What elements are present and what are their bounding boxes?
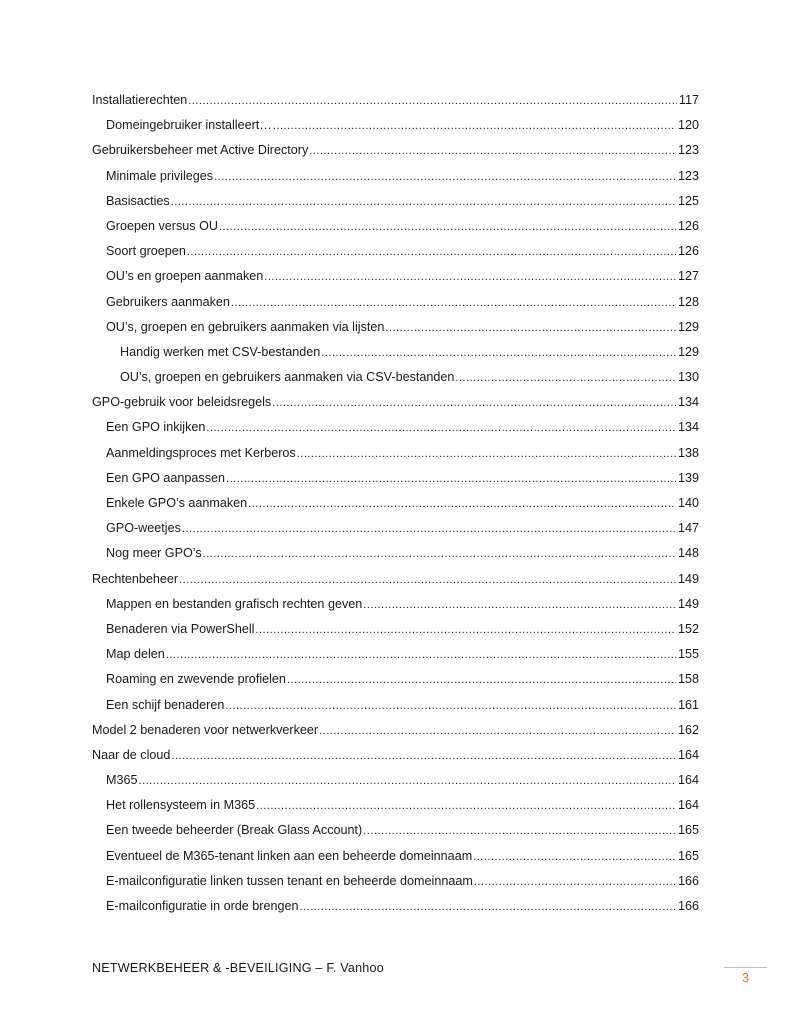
- dot-leader: [225, 694, 676, 719]
- dot-leader: [273, 114, 676, 139]
- toc-entry[interactable]: [92, 894, 699, 919]
- toc-entry-page: 164: [677, 798, 699, 813]
- toc-entry-page: 155: [677, 647, 699, 662]
- toc-entry-title: GPO-gebruik voor beleidsregels: [92, 395, 272, 410]
- toc-entry-page: 166: [677, 873, 699, 888]
- toc-entry[interactable]: [92, 390, 699, 415]
- toc-entry-title: Mappen en bestanden grafisch rechten geven: [106, 596, 363, 611]
- dot-leader: [219, 215, 676, 240]
- dot-leader: [473, 845, 676, 870]
- toc-entry-title: Roaming en zwevende profielen: [106, 672, 286, 687]
- toc-entry[interactable]: [92, 365, 699, 390]
- dot-leader: [474, 870, 676, 895]
- dot-leader: [455, 366, 676, 391]
- toc-entry-page: 166: [677, 899, 699, 913]
- page-number: 3: [741, 971, 749, 985]
- toc-entry-title: Naar de cloud: [92, 747, 171, 762]
- toc-entry-title: Enkele GPO’s aanmaken: [106, 496, 248, 510]
- toc-entry-title: Eventueel de M365-tenant linken aan een beheerde domeinnaam: [106, 848, 473, 863]
- toc-entry-page: 165: [677, 848, 699, 863]
- toc-entry-title: Model 2 benaderen voor netwerkverkeer: [92, 722, 319, 737]
- toc-entry[interactable]: [92, 164, 699, 189]
- dot-leader: [297, 442, 676, 467]
- toc-entry-title: OU’s, groepen en gebruikers aanmaken via lijsten: [106, 319, 385, 334]
- toc-entry-page: 140: [677, 496, 699, 510]
- toc-entry-title: Een GPO inkijken: [106, 420, 206, 435]
- toc-entry-page: 138: [677, 445, 699, 460]
- toc-entry-page: 149: [677, 596, 699, 611]
- dot-leader: [264, 265, 676, 290]
- toc-entry-page: 164: [677, 747, 699, 762]
- toc-entry[interactable]: [92, 768, 699, 793]
- dot-leader: [319, 719, 676, 744]
- toc-entry-page: 134: [677, 420, 699, 435]
- toc-entry-title: M365: [106, 773, 138, 788]
- toc-entry-page: 130: [677, 370, 699, 385]
- footer-divider: [724, 967, 767, 968]
- toc-entry-page: 149: [677, 571, 699, 586]
- toc-entry-page: 161: [677, 697, 699, 712]
- dot-leader: [166, 643, 676, 668]
- dot-leader: [287, 668, 676, 693]
- toc-entry-title: Map delen: [106, 647, 165, 662]
- dot-leader: [171, 744, 676, 769]
- toc-entry-title: Groepen versus OU: [106, 218, 218, 233]
- toc-entry-page: 127: [677, 269, 699, 284]
- toc-entry-page: 139: [677, 470, 699, 485]
- toc-entry[interactable]: [92, 138, 699, 163]
- toc-entry-page: 147: [677, 521, 699, 536]
- toc-entry-page: 129: [677, 344, 699, 359]
- toc-entry-title: Basisacties: [106, 193, 170, 208]
- dot-leader: [300, 895, 676, 920]
- toc-entry-title: Installatierechten: [92, 93, 188, 107]
- toc-entry-page: 165: [677, 823, 699, 838]
- toc-entry-title: Het rollensysteem in M365: [106, 798, 256, 813]
- toc-entry[interactable]: [92, 844, 699, 869]
- table-of-contents: [92, 88, 699, 919]
- toc-entry[interactable]: [92, 693, 699, 718]
- toc-entry-page: 164: [677, 773, 699, 788]
- toc-entry-title: Rechtenbeheer: [92, 571, 179, 586]
- toc-entry-page: 117: [678, 93, 699, 107]
- toc-entry[interactable]: [92, 113, 699, 138]
- toc-entry[interactable]: [92, 642, 699, 667]
- toc-entry[interactable]: [92, 491, 699, 516]
- dot-leader: [203, 542, 676, 567]
- toc-entry-page: 128: [677, 294, 699, 309]
- toc-entry[interactable]: [92, 466, 699, 491]
- toc-entry-page: 126: [677, 244, 699, 259]
- toc-entry-page: 123: [677, 143, 699, 158]
- toc-entry-title: Soort groepen: [106, 244, 186, 259]
- toc-entry-page: 152: [677, 621, 699, 636]
- dot-leader: [309, 139, 676, 164]
- toc-entry[interactable]: [92, 264, 699, 289]
- dot-leader: [188, 89, 677, 114]
- toc-entry-title: Gebruikers aanmaken: [106, 294, 230, 309]
- toc-entry[interactable]: [92, 541, 699, 566]
- toc-entry-title: Aanmeldingsproces met Kerberos: [106, 445, 296, 460]
- toc-entry-page: 123: [677, 168, 699, 183]
- toc-entry[interactable]: [92, 214, 699, 239]
- toc-entry-page: 120: [677, 118, 699, 133]
- toc-entry[interactable]: [92, 793, 699, 818]
- toc-entry-title: Benaderen via PowerShell: [106, 621, 255, 636]
- toc-entry[interactable]: [92, 239, 699, 264]
- toc-entry-page: 126: [677, 218, 699, 233]
- toc-entry[interactable]: [92, 567, 699, 592]
- dot-leader: [206, 416, 676, 441]
- dot-leader: [226, 467, 676, 492]
- dot-leader: [385, 316, 676, 341]
- dot-leader: [139, 769, 676, 794]
- toc-entry-page: 134: [677, 395, 699, 410]
- footer-title: NETWERKBEHEER & -BEVEILIGING – F. Vanhoo: [92, 961, 384, 975]
- toc-entry-title: GPO-weetjes: [106, 521, 181, 536]
- toc-entry[interactable]: [92, 667, 699, 692]
- toc-entry-title: Een GPO aanpassen: [106, 470, 226, 485]
- toc-entry-page: 148: [677, 546, 699, 561]
- toc-entry-title: Nog meer GPO’s: [106, 546, 202, 561]
- toc-entry[interactable]: [92, 290, 699, 315]
- dot-leader: [272, 391, 676, 416]
- dot-leader: [363, 593, 676, 618]
- toc-entry-title: Domeingebruiker installeert…: [106, 118, 272, 133]
- dot-leader: [255, 618, 676, 643]
- toc-entry[interactable]: [92, 441, 699, 466]
- dot-leader: [363, 819, 676, 844]
- dot-leader: [321, 341, 676, 366]
- dot-leader: [187, 240, 676, 265]
- toc-entry-page: 125: [677, 193, 699, 208]
- toc-entry-title: Handig werken met CSV-bestanden: [120, 344, 321, 359]
- toc-entry-title: E-mailconfiguratie linken tussen tenant en beheerde domeinnaam: [106, 873, 473, 888]
- dot-leader: [248, 492, 676, 517]
- toc-entry-title: Een tweede beheerder (Break Glass Account): [106, 823, 363, 838]
- toc-entry-title: OU’s, groepen en gebruikers aanmaken via CSV-bestanden: [120, 370, 455, 385]
- toc-entry[interactable]: [92, 189, 699, 214]
- toc-entry[interactable]: [92, 617, 699, 642]
- toc-entry-page: 129: [677, 319, 699, 334]
- toc-entry-title: OU’s en groepen aanmaken: [106, 269, 264, 284]
- dot-leader: [231, 291, 676, 316]
- toc-entry[interactable]: [92, 415, 699, 440]
- toc-entry[interactable]: [92, 340, 699, 365]
- dot-leader: [214, 165, 676, 190]
- toc-entry[interactable]: [92, 818, 699, 843]
- toc-entry[interactable]: [92, 88, 699, 113]
- toc-entry-title: Minimale privileges: [106, 168, 214, 183]
- toc-entry[interactable]: [92, 718, 699, 743]
- toc-entry[interactable]: [92, 516, 699, 541]
- dot-leader: [171, 190, 676, 215]
- dot-leader: [182, 517, 676, 542]
- dot-leader: [179, 568, 676, 593]
- toc-entry[interactable]: [92, 743, 699, 768]
- toc-entry[interactable]: [92, 315, 699, 340]
- toc-entry-title: Gebruikersbeheer met Active Directory: [92, 143, 309, 158]
- toc-entry-page: 162: [677, 722, 699, 737]
- toc-entry-page: 158: [677, 672, 699, 687]
- toc-entry-title: Een schijf benaderen: [106, 697, 225, 712]
- toc-entry[interactable]: [92, 869, 699, 894]
- toc-entry[interactable]: [92, 592, 699, 617]
- toc-entry-title: E-mailconfiguratie in orde brengen: [106, 899, 299, 913]
- dot-leader: [256, 794, 676, 819]
